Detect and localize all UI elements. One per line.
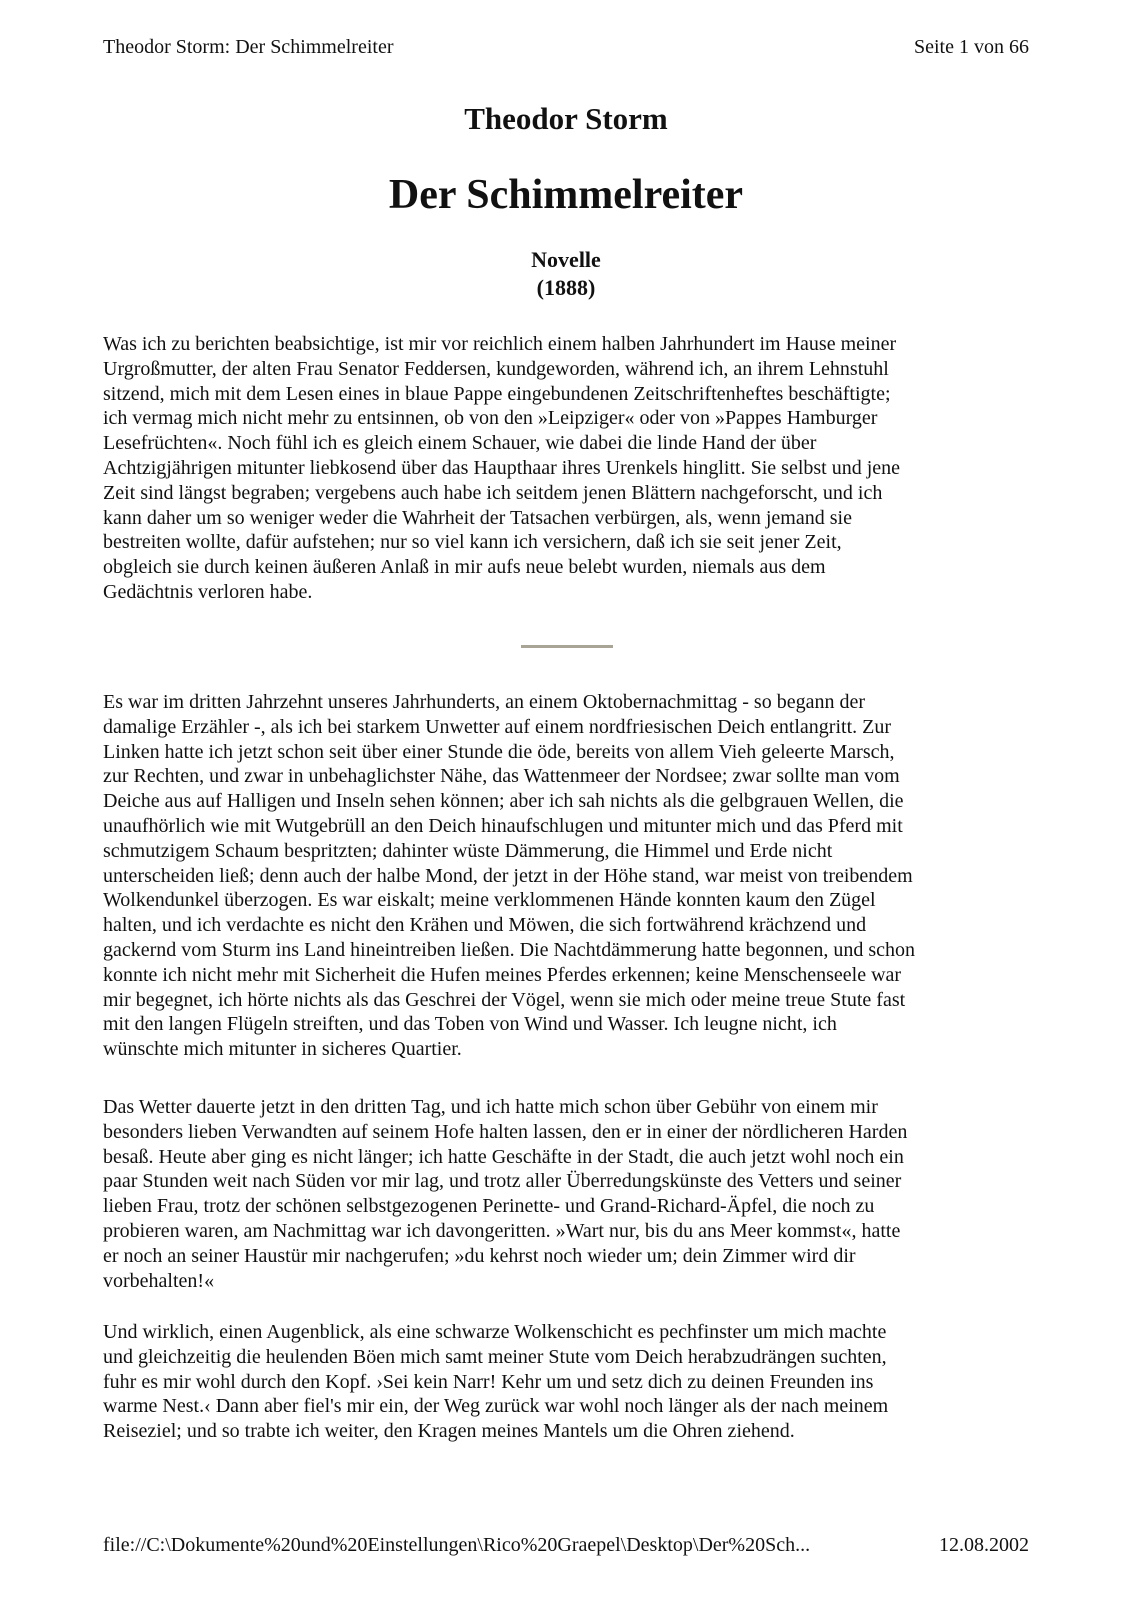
book-title: Der Schimmelreiter — [388, 172, 744, 218]
paragraph-text: Das Wetter dauerte jetzt in den dritten Tag, und ich hatte mich schon über Gebühr von einem mir besonders lieben Verwandten auf seinem Hofe halten lassen, den er in einer der nördlicheren Harden besaß. Heute aber ging es nicht länger; ich hatte Geschäfte in der Stadt, die auch jetzt wohl noch ein paar Stunden weit nach Süden vor mir lag, und trotz aller Überredungskünste des Vetters und seiner lieben Frau, trotz der schönen selbstgezogenen Perinette- und Grand-Richard-Äpfel, die noch zu probieren waren, am Nachmittag war ich davongeritten. »Wart nur, bis du ans Meer kommst«, hatte er noch an seiner Haustür mir nachgerufen; »du kehrst noch wieder um; dein Zimmer wird dir vorbehalten!« — [103, 1096, 908, 1292]
author-heading: Theodor Storm — [464, 101, 668, 136]
footer-file-url: file://C:\Dokumente%20und%20Einstellungen\Rico%20Graepel\Desktop\Der%20Sch... — [103, 1534, 811, 1556]
paragraph-text: Was ich zu berichten beabsichtige, ist mir vor reichlich einem halben Jahrhundert im Hause meiner Urgroßmutter, der alten Frau Senator Feddersen, kundgeworden, während ich, an ihrem Lehnstuhl sitzend, mich mit dem Lesen eines in blaue Pappe eingebundenen Zeitschriftenheftes beschäftigte; ich vermag mich nicht mehr zu entsinnen, ob von den »Leipziger« oder von »Pappes Hamburger Lesefrüchten«. Noch fühl ich es gleich einem Schauer, wie dabei die linde Hand der über Achtzigjährigen mitunter liebkosend über das Haupthaar ihres Urenkels hinglitt. Sie selbst und jene Zeit sind längst begraben; vergebens auch habe ich seitdem jenen Blättern nachgeforscht, und ich kann daher um so weniger weder die Wahrheit der Tatsachen verbürgen, als, wenn jemand sie bestreiten wollte, dafür aufstehen; nur so viel kann ich versichern, daß ich sie seit jener Zeit, obgleich sie durch keinen äußeren Anlaß in mir aufs neue belebt wurden, niemals aus dem Gedächtnis verloren habe. — [103, 333, 901, 603]
paragraph-text: Es war im dritten Jahrzehnt unseres Jahrhunderts, an einem Oktobernachmittag - so begann der damalige Erzähler -, als ich bei starkem Unwetter auf einem nordfriesischen Deich entlangritt. Zur Linken hatte ich jetzt schon seit über einer Stunde die öde, bereits von allem Vieh geleerte Marsch, zur Rechten, und zwar in unbehaglichster Nähe, das Wattenmeer der Nordsee; zwar sollte man vom Deiche aus auf Halligen und Inseln sehen können; aber ich sah nichts als die gelbgrauen Wellen, die unaufhörlich wie mit Wutgebrüll an den Deich hinaufschlugen und mitunter mich und das Pferd mit schmutzigem Schaum bespritzten; dahinter wüste Dämmerung, die Himmel und Erde nicht unterscheiden ließ; denn auch der halbe Mond, der jetzt in der Höhe stand, war meist von treibendem Wolkendunkel überzogen. Es war eiskalt; meine verklommenen Hände konnten kaum den Zügel halten, und ich verdachte es nicht den Krähen und Möwen, die sich fortwährend krächzend und gackernd vom Sturm ins Land hineintreiben ließen. Die Nachtdämmerung hatte begonnen, und schon konnte ich nicht mehr mit Sicherheit die Hufen meines Pferdes erkennen; keine Menschenseele war mir begegnet, ich hörte nichts als das Geschrei der Vögel, wenn sie mich oder meine treue Stute fast mit den langen Flügeln streiften, und das Toben von Wind und Wasser. Ich leugne nicht, ich wünschte mich mitunter in sicheres Quartier. — [103, 691, 916, 1061]
header-page-number: Seite 1 von 66 — [914, 36, 1029, 58]
page-header — [103, 34, 1029, 60]
footer-date: 12.08.2002 — [939, 1534, 1029, 1556]
paragraph-story-1 — [103, 690, 1033, 1062]
paragraph-story-3 — [103, 1320, 1033, 1444]
paragraph-intro — [103, 332, 1033, 605]
section-separator — [521, 645, 613, 648]
paragraph-story-2 — [103, 1095, 1033, 1293]
paragraph-text: Und wirklich, einen Augenblick, als eine schwarze Wolkenschicht es pechfinster um mich machte und gleichzeitig die heulenden Böen mich samt meiner Stute vom Deich herabzudrängen suchten, fuhr es mir wohl durch den Kopf. ›Sei kein Narr! Kehr um und setz dich zu deinen Freunden ins warme Nest.‹ Dann aber fiel's mir ein, der Weg zurück war wohl noch länger als der nach meinem Reiseziel; und so trabte ich weiter, den Kragen meines Mantels um die Ohren ziehend. — [103, 1321, 889, 1443]
page-footer — [103, 1532, 1029, 1558]
genre-label: Novelle — [531, 247, 601, 272]
subtitle-block — [0, 246, 1132, 302]
publication-year: (1888) — [536, 275, 596, 300]
header-document-title: Theodor Storm: Der Schimmelreiter — [103, 36, 394, 58]
